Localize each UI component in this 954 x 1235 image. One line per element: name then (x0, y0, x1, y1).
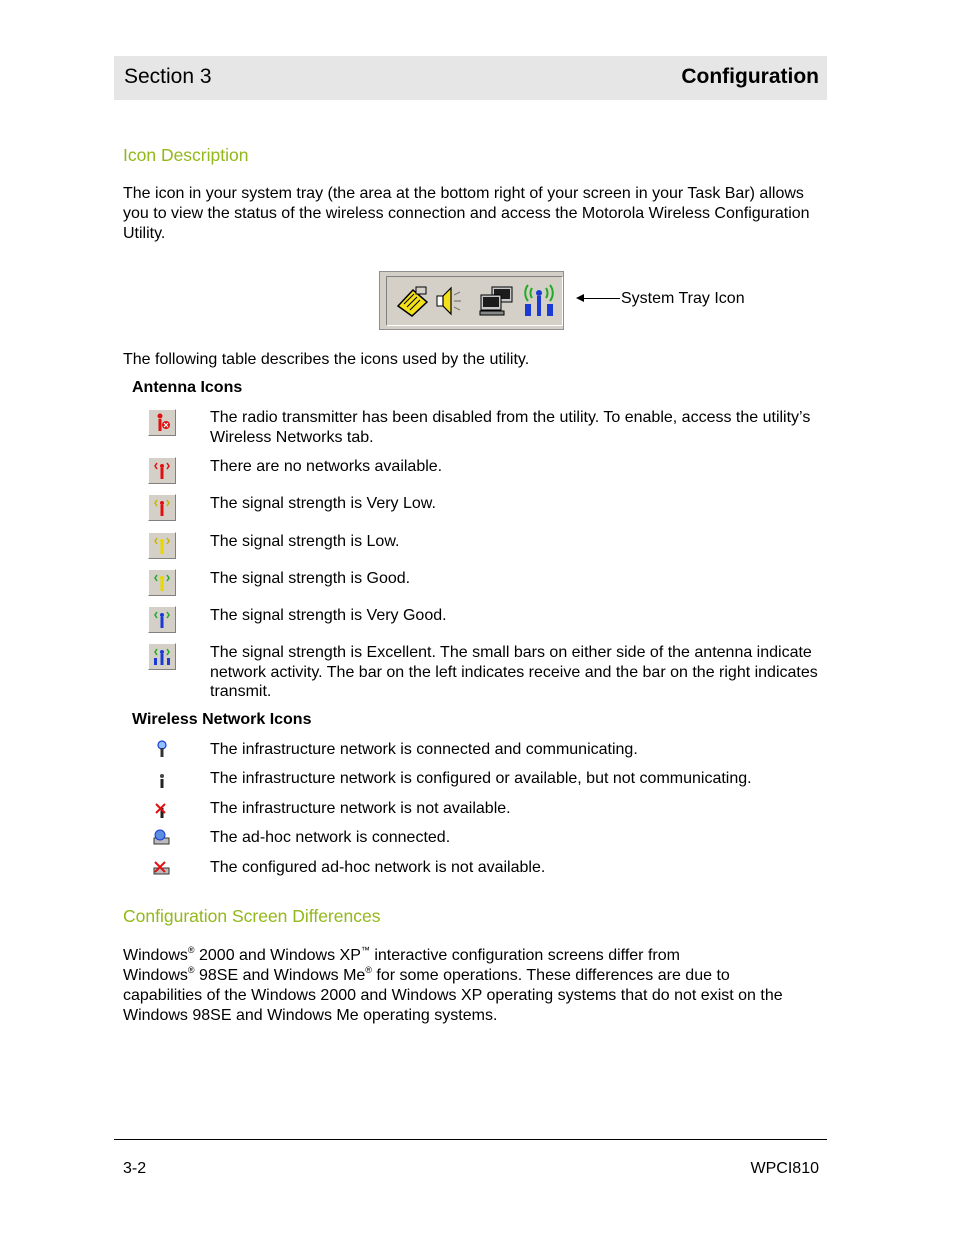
antenna-row-text: The signal strength is Excellent. The small bars on either side of the antenna indicate network activity. The bar on the left indicates receive and the bar on the right indicates transmit. (210, 644, 818, 700)
wireless-antenna-icon (520, 284, 558, 320)
antenna-very-low-icon (148, 494, 176, 521)
icon-description-heading: Icon Description (123, 145, 249, 165)
infrastructure-configured-icon (152, 771, 172, 789)
callout-arrow (578, 298, 620, 299)
icon-description-intro: The icon in your system tray (the area at the bottom right of your screen in your Task Bar) allows you to view the status of the wireless connection and access the Motorola Wireless Configuration Utility. (123, 185, 810, 242)
antenna-low-icon (148, 532, 176, 559)
antenna-row-text: The radio transmitter has been disabled from the utility. To enable, access the utility’s Wireless Networks tab. (210, 409, 811, 446)
wireless-network-icons-heading: Wireless Network Icons (132, 711, 312, 728)
antenna-row-text: The signal strength is Very Low. (210, 495, 436, 512)
adhoc-unavailable-icon (152, 860, 172, 878)
speaker-icon (433, 284, 463, 318)
antenna-row-text: The signal strength is Good. (210, 570, 411, 587)
antenna-row-text: There are no networks available. (210, 458, 443, 475)
wireless-row-text: The configured ad-hoc network is not available. (210, 859, 546, 876)
security-key-icon (395, 284, 431, 318)
product-name: WPCI810 (750, 1160, 819, 1177)
antenna-very-good-icon (148, 606, 176, 633)
infrastructure-unavailable-icon (152, 801, 172, 819)
wireless-row-text: The ad-hoc network is connected. (210, 829, 451, 846)
antenna-disabled-icon (148, 409, 176, 436)
footer-rule (114, 1139, 827, 1140)
config-differences-heading: Configuration Screen Differences (123, 906, 381, 926)
wireless-row-text: The infrastructure network is connected and communicating. (210, 741, 638, 758)
antenna-row-text: The signal strength is Low. (210, 533, 400, 550)
config-differences-paragraph: Windows® 2000 and Windows XP™ interactive configuration screens differ from Windows® 98SE and Windows Me® for some operations. These differences are due to capabilities of the Windows 2000 and Windows XP operating systems that do not exist on the Windows 98SE and Windows Me operating systems. (123, 944, 783, 1024)
infrastructure-connected-icon (152, 740, 172, 758)
section-title: Configuration (681, 65, 819, 88)
wireless-row-text: The infrastructure network is configured or available, but not communicating. (210, 770, 752, 787)
section-label: Section 3 (124, 65, 212, 88)
system-tray-image (379, 271, 564, 330)
table-intro: The following table describes the icons used by the utility. (123, 351, 530, 368)
antenna-icons-heading: Antenna Icons (132, 379, 243, 396)
antenna-row-text: The signal strength is Very Good. (210, 607, 447, 624)
system-tray-icon-label: System Tray Icon (621, 290, 745, 307)
page-number: 3-2 (123, 1160, 147, 1177)
antenna-good-icon (148, 569, 176, 596)
adhoc-connected-icon (152, 829, 172, 847)
network-computer-icon (478, 284, 516, 318)
antenna-no-networks-icon (148, 457, 176, 484)
wireless-row-text: The infrastructure network is not available. (210, 800, 511, 817)
antenna-excellent-icon (148, 643, 176, 670)
